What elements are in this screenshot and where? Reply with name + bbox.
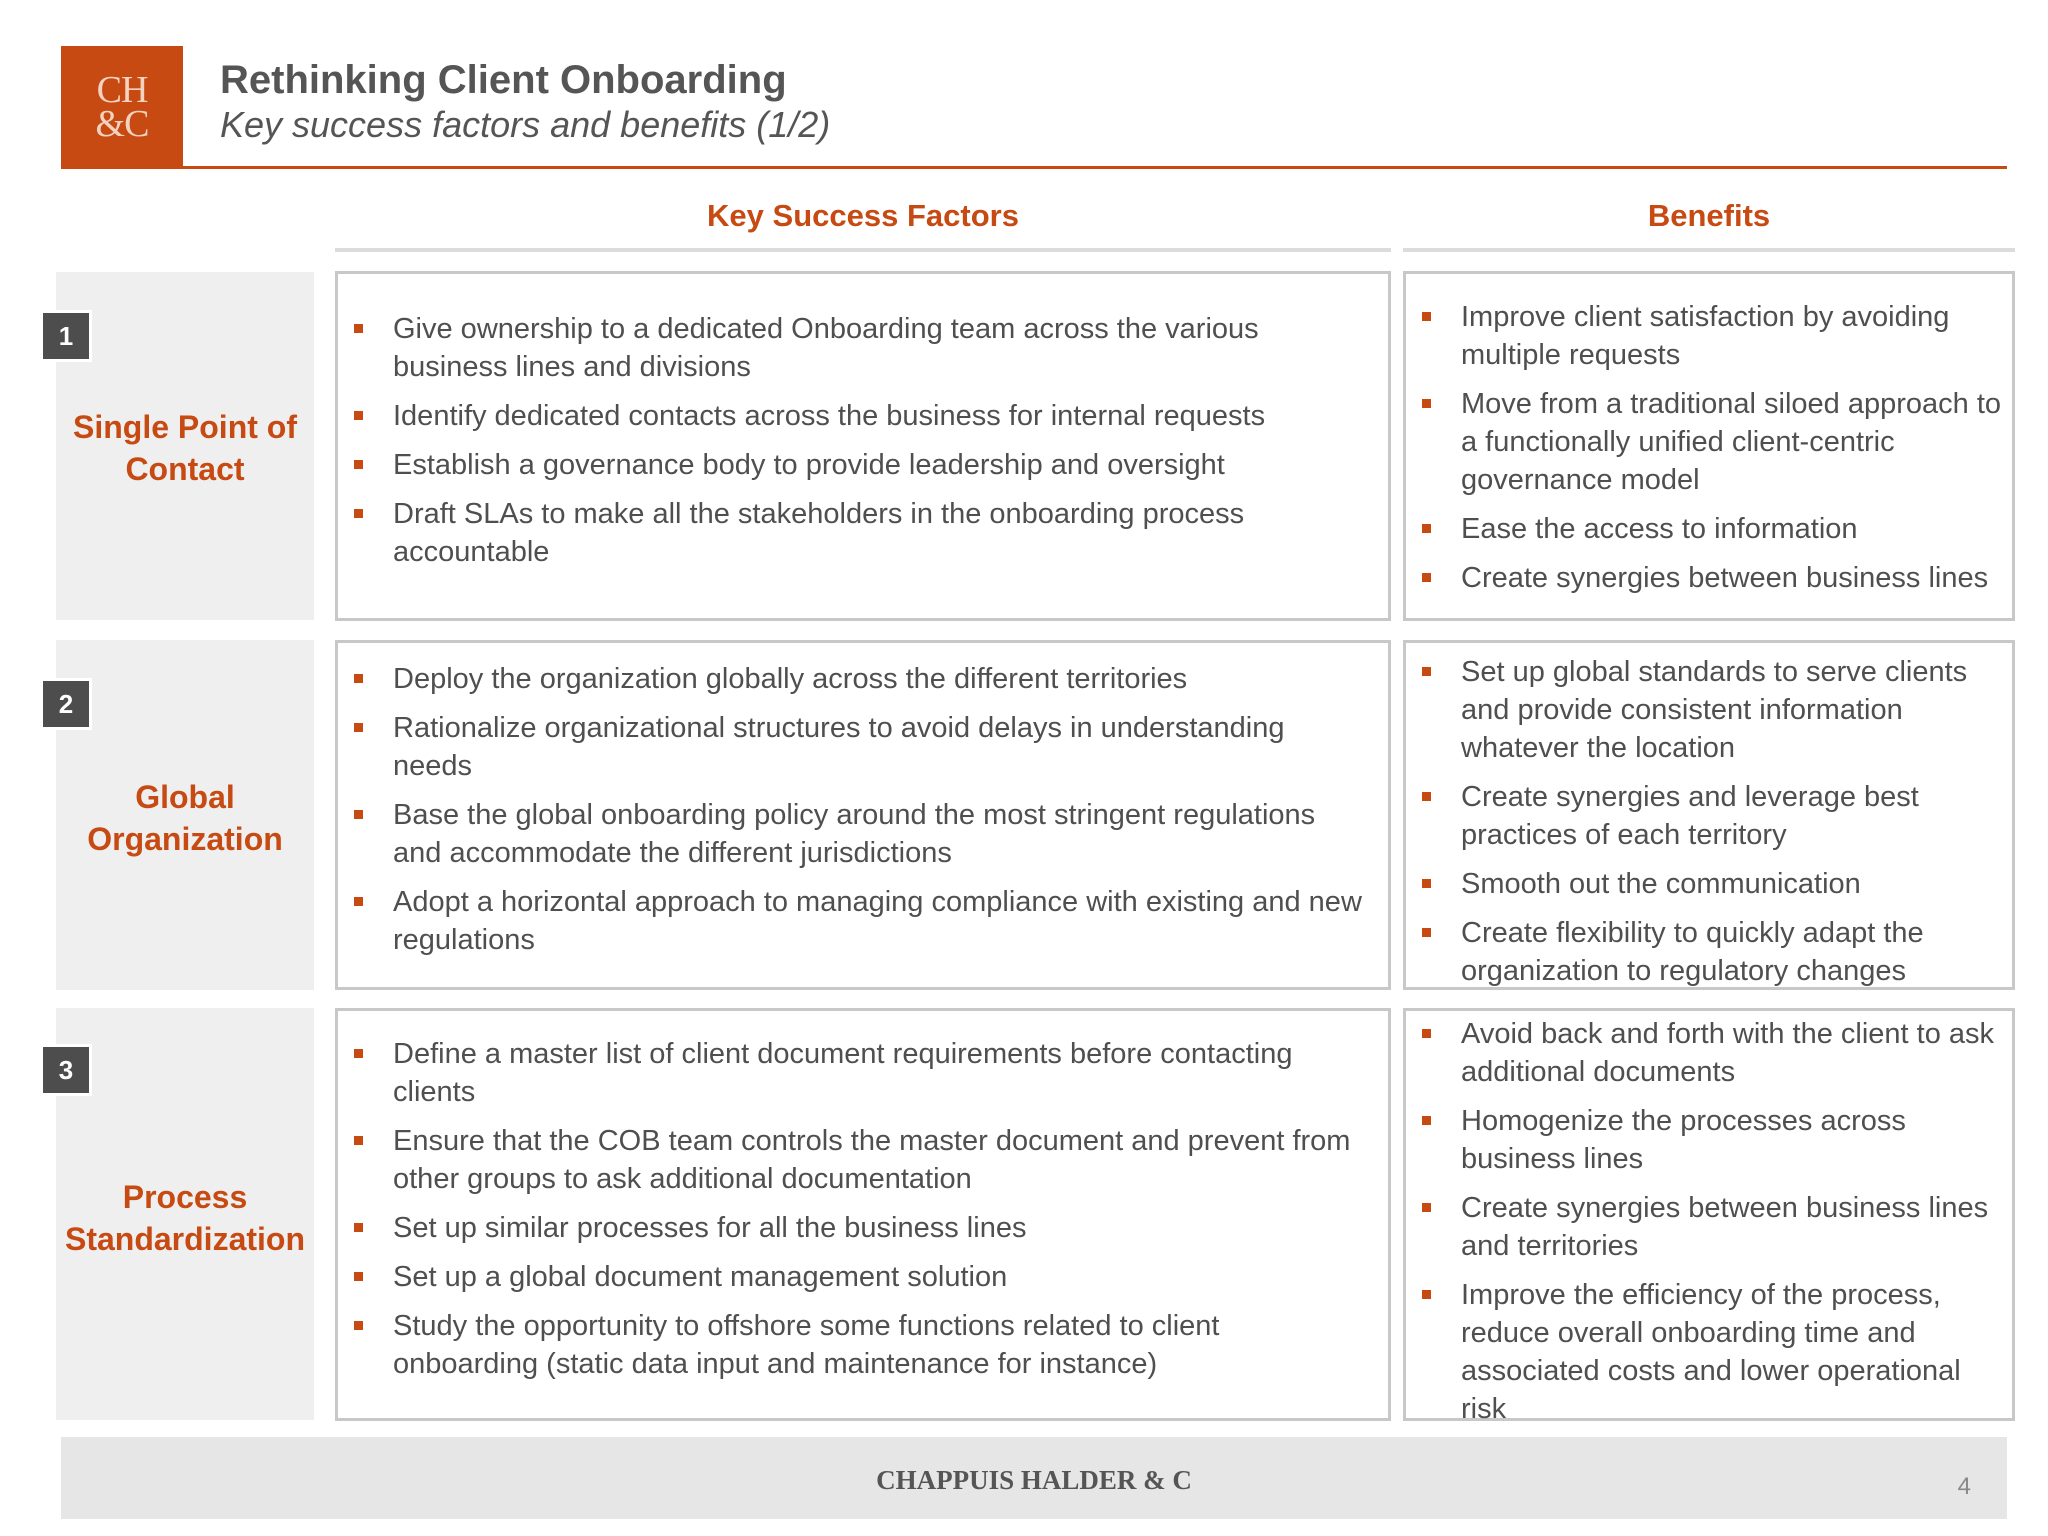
ksf-list-2 [338,660,1368,970]
row-label-3-line-2: Standardization [64,1221,305,1257]
list-item: Deploy the organization globally across the different territories [338,660,1368,698]
slide-subtitle: Key success factors and benefits (1/2) [220,104,831,145]
ksf-list-3 [338,1035,1368,1394]
row-label-2-line-2: Organization [87,821,283,857]
column-divider-ksf [335,248,1391,252]
list-item: Homogenize the processes across business lines [1406,1102,2006,1178]
ksf-box-2 [335,640,1391,990]
list-item: Create flexibility to quickly adapt the organization to regulatory changes [1406,914,2006,990]
list-item: Study the opportunity to offshore some functions related to client onboarding (static data input and maintenance for instance) [338,1307,1368,1383]
company-logo [61,46,183,168]
logo-monogram [95,69,149,145]
benefits-list-3 [1406,1015,2006,1428]
footer-brand-name: CHAPPUIS HALDER & C [876,1465,1192,1495]
list-item: Ease the access to information [1406,510,2006,548]
row-label-2 [56,776,314,860]
list-item: Smooth out the communication [1406,865,2006,903]
row-number-badge-3: 3 [40,1044,92,1096]
list-item: Ensure that the COB team controls the master document and prevent from other groups to ask additional documentation [338,1122,1368,1198]
list-item: Define a master list of client document requirements before contacting clients [338,1035,1368,1111]
slide-title: Rethinking Client Onboarding [220,58,787,102]
benefits-box-3 [1403,1008,2015,1425]
list-item: Avoid back and forth with the client to ask additional documents [1406,1015,2006,1091]
row-label-1-line-1: Single Point of [73,409,297,445]
list-item: Create synergies between business lines [1406,559,2006,597]
ksf-box-1 [335,271,1391,621]
list-item: Set up global standards to serve clients and provide consistent information whatever the location [1406,653,2006,767]
list-item: Move from a traditional siloed approach to a functionally unified client-centric governance model [1406,385,2006,499]
slide-footer [61,1437,2007,1519]
header-divider [61,166,2007,169]
list-item: Base the global onboarding policy around the most stringent regulations and accommodate the different jurisdictions [338,796,1368,872]
list-item: Create synergies and leverage best practices of each territory [1406,778,2006,854]
row-label-3 [56,1176,314,1260]
row-number-badge-1: 1 [40,310,92,362]
list-item: Set up similar processes for all the business lines [338,1209,1368,1247]
row-label-2-line-1: Global [135,779,235,815]
page-number: 4 [1957,1473,1971,1500]
list-item: Adopt a horizontal approach to managing compliance with existing and new regulations [338,883,1368,959]
list-item: Improve client satisfaction by avoiding multiple requests [1406,298,2006,374]
list-item: Improve the efficiency of the process, reduce overall onboarding time and associated costs and lower operational risk [1406,1276,2006,1428]
row-label-3-line-1: Process [122,1179,248,1215]
list-item: Establish a governance body to provide leadership and oversight [338,446,1368,484]
row-label-1-line-2: Contact [125,451,245,487]
list-item: Identify dedicated contacts across the business for internal requests [338,397,1368,435]
column-divider-benefits [1403,248,2015,252]
list-item: Create synergies between business lines and territories [1406,1189,2006,1265]
logo-line-1: CH [96,69,148,111]
column-header-benefits: Benefits [1647,198,1771,233]
column-header-key-success-factors: Key Success Factors [707,198,1019,233]
list-item: Rationalize organizational structures to avoid delays in understanding needs [338,709,1368,785]
ksf-list-1 [338,310,1368,582]
list-item: Give ownership to a dedicated Onboarding team across the various business lines and divisions [338,310,1368,386]
list-item: Set up a global document management solution [338,1258,1368,1296]
ksf-box-3 [335,1008,1391,1421]
benefits-box-2 [1403,640,2015,990]
benefits-box-1 [1403,271,2015,621]
row-label-1 [56,406,314,490]
row-number-badge-2: 2 [40,678,92,730]
logo-line-2: &C [95,103,149,145]
list-item: Draft SLAs to make all the stakeholders in the onboarding process accountable [338,495,1368,571]
benefits-list-1 [1406,298,2006,597]
benefits-list-2 [1406,653,2006,990]
